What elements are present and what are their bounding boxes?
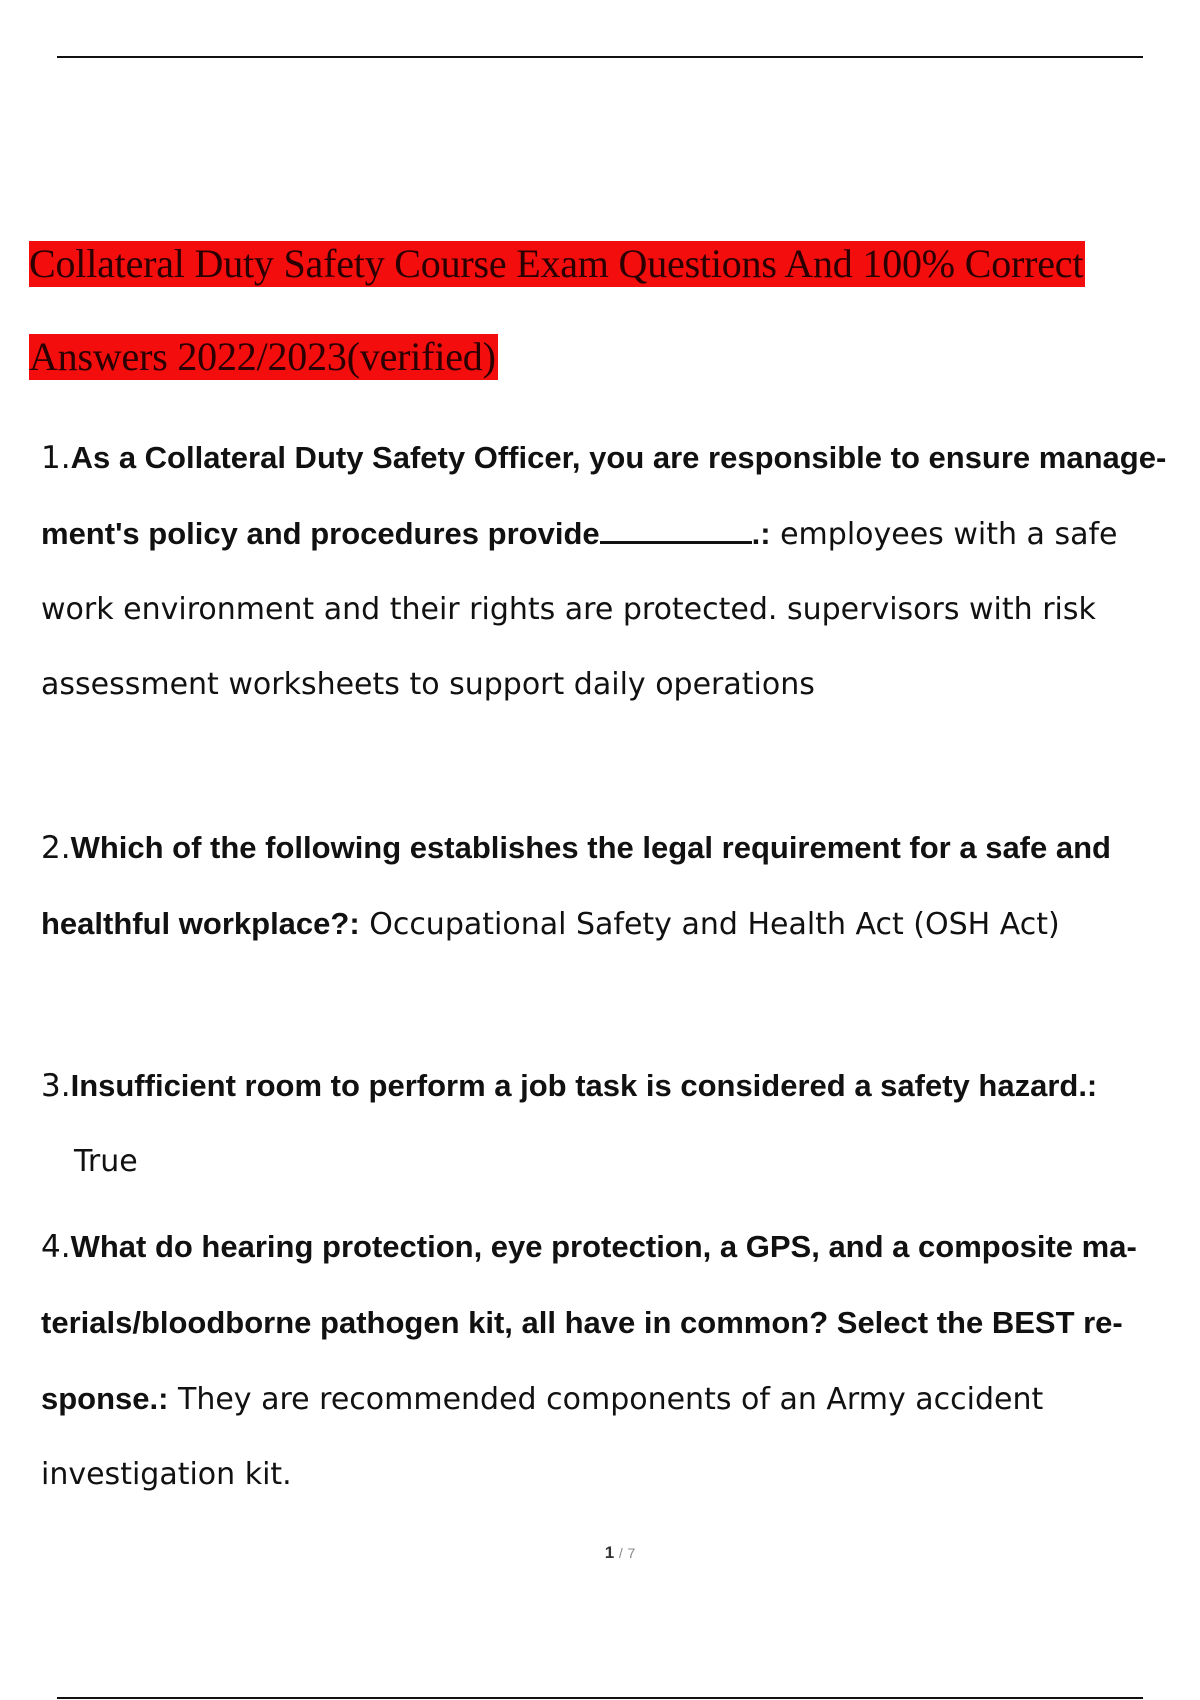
question-text-suffix: .: xyxy=(751,516,771,551)
answer-text: employees with a safe work environment and their rights are protected. supervisors with risk assessment worksheets to support daily operations xyxy=(41,517,1118,702)
answer-text: They are recommended components of an Army accident investigation kit. xyxy=(41,1382,1044,1492)
page-indicator xyxy=(0,1543,1200,1563)
bottom-rule xyxy=(57,1697,1143,1699)
answer-text: True xyxy=(74,1144,138,1179)
question-number: 3. xyxy=(41,1068,71,1104)
fill-in-blank xyxy=(600,519,752,544)
question-item-4 xyxy=(41,1209,1181,1512)
page-separator: / xyxy=(618,1545,623,1561)
document-title-line-1: Collateral Duty Safety Course Exam Questions And 100% Correct xyxy=(29,241,1084,286)
question-number: 2. xyxy=(41,830,71,866)
answer-text: Occupational Safety and Health Act (OSH Act) xyxy=(359,907,1060,942)
document-title-line-2: Answers 2022/2023(verified) xyxy=(29,334,496,379)
question-number: 1. xyxy=(41,440,71,476)
top-rule xyxy=(57,56,1143,58)
question-text: What do hearing protection, eye protection, a GPS, and a composite ma- terials/bloodborne pathogen kit, all have in common? Select the BEST re- sponse.: xyxy=(41,1229,1137,1416)
question-number: 4. xyxy=(41,1229,71,1265)
question-text: As a Collateral Duty Safety Officer, you are responsible to ensure manage- ment's policy and procedures provide xyxy=(41,440,1167,551)
question-item-3 xyxy=(41,1048,1181,1199)
question-item-1 xyxy=(41,420,1181,722)
question-text: Which of the following establishes the legal requirement for a safe and healthful workplace?: xyxy=(41,830,1111,941)
question-text: Insufficient room to perform a job task is considered a safety hazard.: xyxy=(70,1068,1098,1103)
total-pages: 7 xyxy=(627,1545,636,1561)
current-page: 1 xyxy=(604,1543,615,1562)
question-item-2 xyxy=(41,810,1181,962)
